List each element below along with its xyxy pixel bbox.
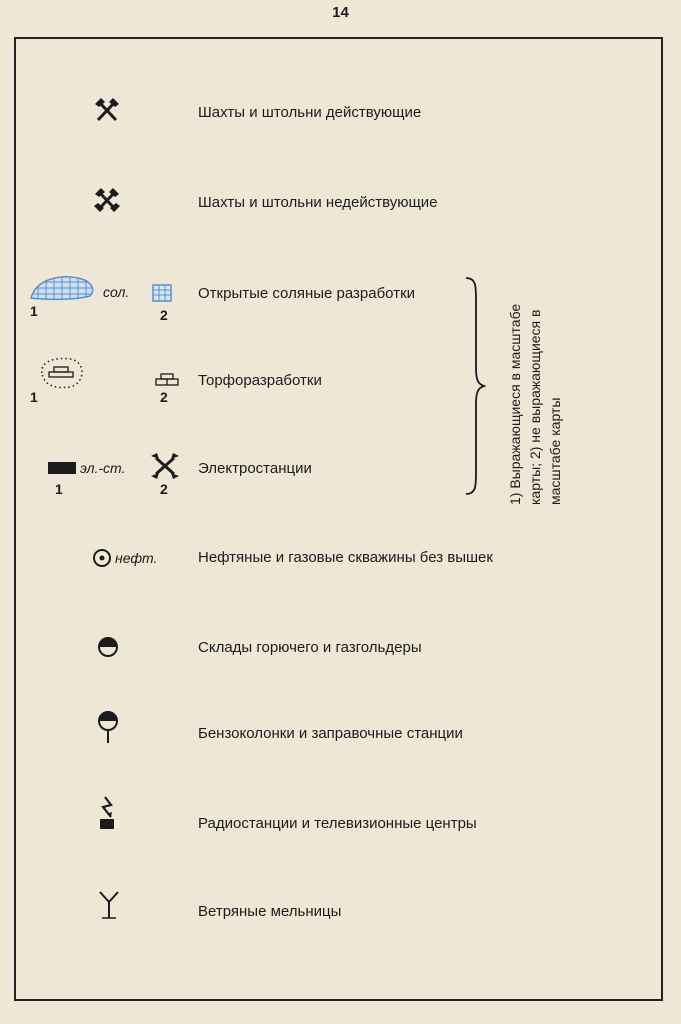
- variant-number-2: 2: [160, 481, 168, 497]
- oil-abbrev: нефт.: [115, 550, 158, 566]
- legend-label-fuel-depots: Склады горючего и газгольдеры: [198, 639, 422, 656]
- peat-works-point-icon: [154, 372, 180, 388]
- salt-abbrev: сол.: [103, 284, 130, 300]
- legend-label-windmills: Ветряные мельницы: [198, 903, 342, 920]
- variant-number-1: 1: [30, 303, 38, 319]
- salt-works-point-icon: [152, 284, 172, 302]
- power-station-area-icon: [47, 461, 77, 475]
- mine-inactive-icon: [93, 186, 121, 214]
- peat-works-area-icon: [36, 355, 88, 391]
- radio-station-icon: [97, 795, 117, 831]
- legend-label-radio-stations: Радиостанции и телевизионные центры: [198, 815, 477, 832]
- brace-note-line-2: карты; 2) не выражающиеся в: [527, 309, 543, 505]
- legend-label-mines-inactive: Шахты и штольни недействующие: [198, 194, 438, 211]
- legend-label-salt-works: Открытые соляные разработки: [198, 285, 416, 302]
- variant-number-1: 1: [30, 389, 38, 405]
- brace-note: [505, 215, 565, 505]
- power-station-abbrev: эл.-ст.: [80, 460, 126, 476]
- legend-label-peat-works: Торфоразработки: [198, 372, 322, 389]
- windmill-icon: [97, 890, 121, 920]
- legend-frame: [14, 37, 663, 1001]
- oil-well-icon: [92, 548, 112, 568]
- variant-number-2: 2: [160, 307, 168, 323]
- group-brace: [462, 276, 486, 496]
- page-number: 14: [332, 4, 349, 21]
- variant-number-2: 2: [160, 389, 168, 405]
- brace-note-line-3: масштабе карты: [547, 397, 563, 505]
- brace-note-line-1: 1) Выражающиеся в масштабе: [507, 303, 523, 505]
- salt-works-area-icon: [28, 272, 98, 302]
- fuel-depot-icon: [97, 636, 119, 658]
- mine-active-icon: [93, 96, 121, 124]
- legend-label-gas-stations: Бензоколонки и заправочные станции: [198, 725, 463, 742]
- legend-label-power-stations: Электростанции: [198, 460, 312, 477]
- legend-label-mines-active: Шахты и штольни действующие: [198, 104, 422, 121]
- power-station-point-icon: [150, 452, 180, 480]
- variant-number-1: 1: [55, 481, 63, 497]
- legend-label-oil-wells: Нефтяные и газовые скважины без вышек: [198, 549, 493, 566]
- gas-station-icon: [97, 711, 119, 745]
